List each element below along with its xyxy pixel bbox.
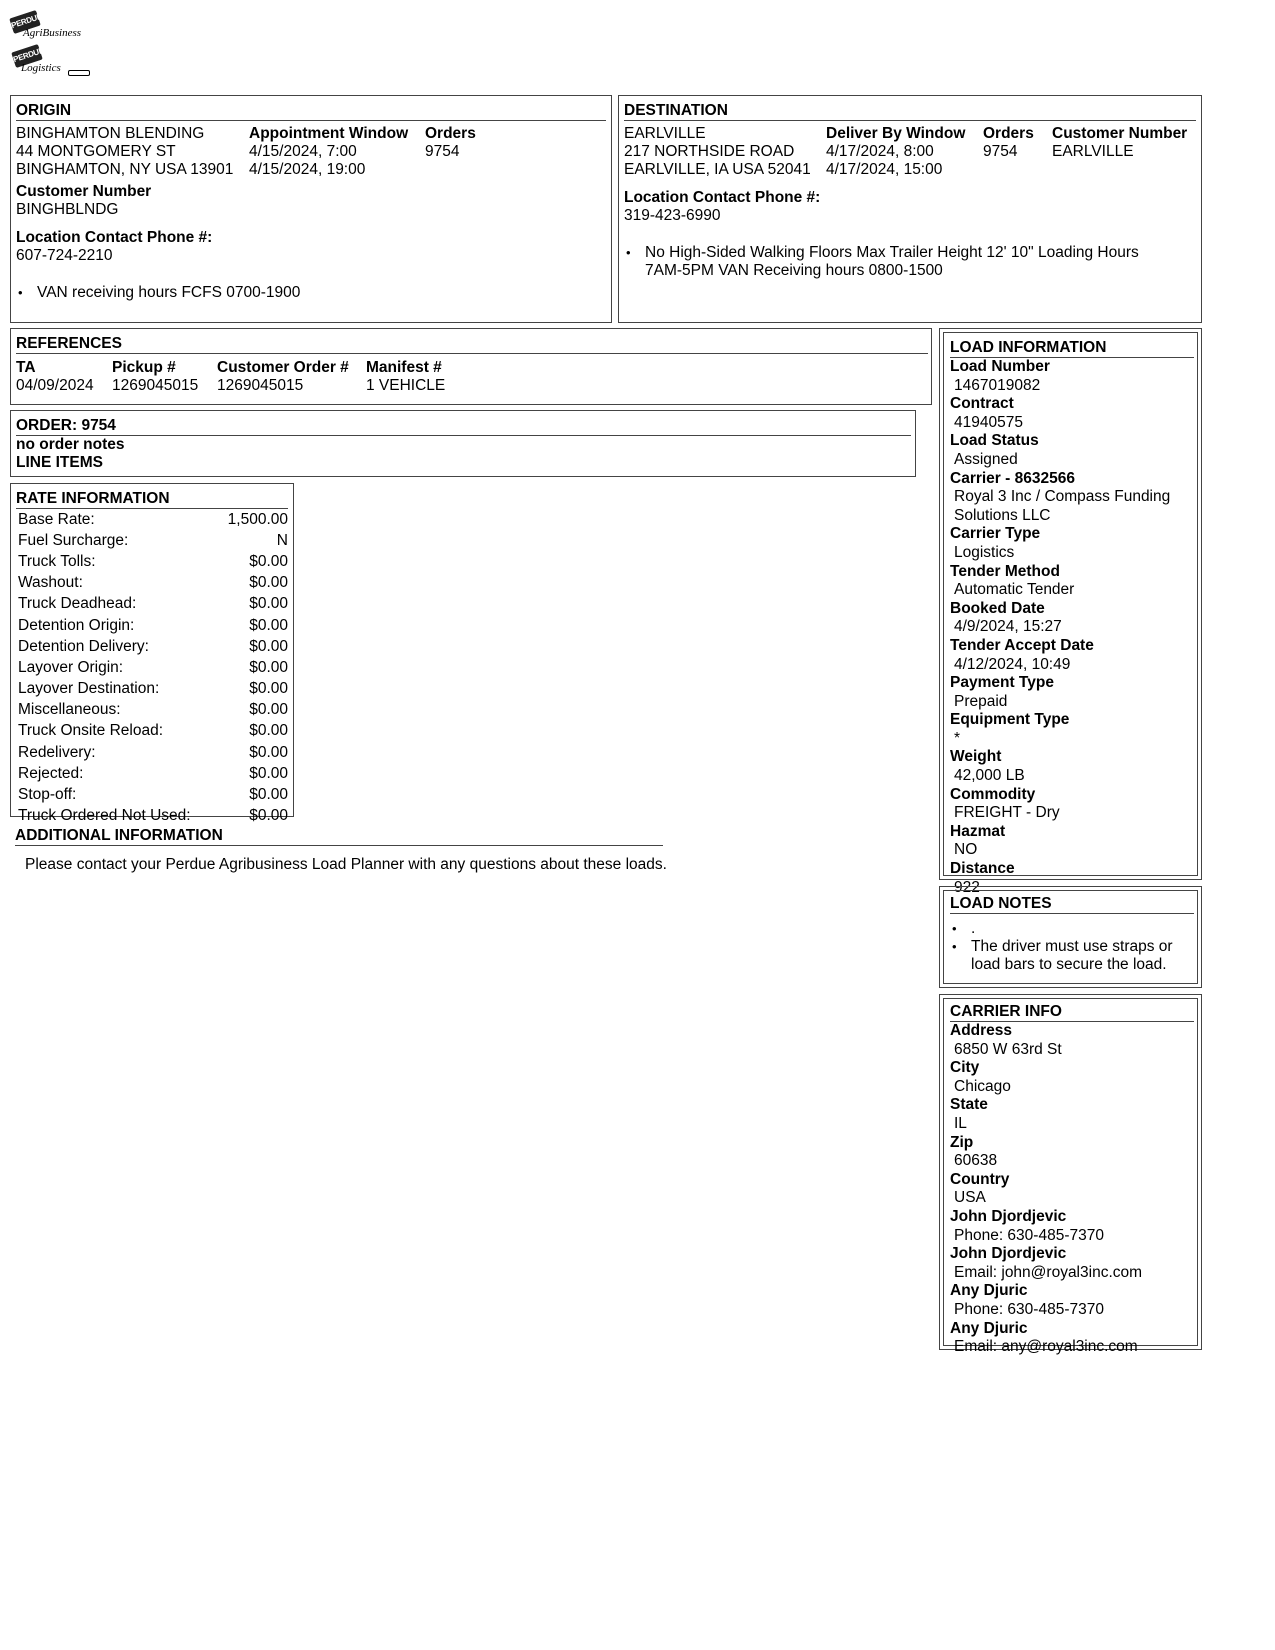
load-info-value: NO: [954, 841, 978, 859]
destination-address-line: EARLVILLE, IA USA 52041: [624, 161, 811, 178]
order-title: ORDER: 9754: [16, 417, 911, 436]
rate-label: Miscellaneous:: [18, 701, 121, 719]
load-info-label: Payment Type: [950, 674, 1054, 692]
carrier-info-label: Any Djuric: [950, 1319, 1028, 1337]
additional-information-section: [15, 827, 667, 874]
carrier-info-label: State: [950, 1096, 988, 1114]
reference-label: Manifest #: [366, 359, 442, 376]
logo-underline: [68, 70, 90, 76]
load-info-label: Carrier - 8632566: [950, 469, 1075, 487]
load-info-label: Load Number: [950, 358, 1050, 375]
order-notes: no order notes: [16, 436, 125, 453]
origin-phone: [16, 229, 212, 265]
reference-manifest: [366, 359, 445, 395]
rate-row: [18, 636, 288, 657]
reference-value: 1 VEHICLE: [366, 377, 446, 394]
load-info-value: Automatic Tender: [954, 581, 1075, 599]
rate-value: 1,500.00: [227, 510, 288, 528]
logo-logistics: Logistics: [21, 62, 61, 74]
load-info-label: Tender Accept Date: [950, 636, 1094, 654]
origin-customer-number-label: Customer Number: [16, 183, 152, 200]
rate-label: Layover Origin:: [18, 658, 124, 676]
carrier-info-value: Phone: 630-485-7370: [954, 1226, 1104, 1244]
rate-row: [18, 806, 288, 827]
load-info-label: Booked Date: [950, 599, 1045, 617]
load-info-value: 41940575: [954, 413, 1023, 431]
reference-label: Pickup #: [112, 359, 176, 376]
destination-note-item: • No High-Sided Walking Floors Max Trailer Height 12' 10" Loading Hours 7AM-5PM VAN Receiving hours 0800-1500: [624, 244, 1169, 280]
destination-orders-label: Orders: [983, 125, 1034, 142]
rate-row: [18, 679, 288, 700]
reference-label: TA: [16, 359, 36, 376]
references-title: REFERENCES: [16, 335, 928, 354]
references-section: [10, 328, 932, 405]
logo-badge-bottom: PERDUE: [11, 44, 43, 68]
destination-notes: [624, 244, 1169, 280]
origin-orders-value: 9754: [425, 143, 460, 160]
origin-appt-end: 4/15/2024, 19:00: [249, 161, 366, 178]
rate-label: Redelivery:: [18, 743, 96, 761]
load-info-label: Distance: [950, 860, 1015, 878]
additional-information-title: ADDITIONAL INFORMATION: [15, 827, 663, 846]
origin-appt-start: 4/15/2024, 7:00: [249, 143, 357, 160]
origin-title: ORIGIN: [16, 102, 606, 121]
load-info-label: Equipment Type: [950, 711, 1070, 729]
rate-table: [18, 509, 288, 827]
rate-label: Layover Destination:: [18, 680, 160, 698]
rate-row: [18, 700, 288, 721]
origin-appt-label: Appointment Window: [249, 125, 409, 142]
rate-label: Truck Onsite Reload:: [18, 722, 164, 740]
rate-value: $0.00: [249, 786, 288, 804]
rate-label: Rejected:: [18, 764, 84, 782]
rate-value: $0.00: [249, 637, 288, 655]
load-information-fields: [950, 358, 1194, 897]
load-notes-title: LOAD NOTES: [950, 895, 1194, 914]
rate-label: Washout:: [18, 574, 83, 592]
rate-row: [18, 573, 288, 594]
load-info-label: Hazmat: [950, 822, 1006, 840]
rate-value: N: [276, 531, 288, 549]
rate-value: $0.00: [249, 743, 288, 761]
rate-value: $0.00: [249, 807, 288, 825]
destination-phone-label: Location Contact Phone #:: [624, 189, 821, 206]
load-note-item: • .: [950, 920, 1194, 938]
destination-address-line: EARLVILLE: [624, 125, 706, 142]
carrier-info-title: CARRIER INFO: [950, 1003, 1194, 1022]
origin-customer-number: [16, 183, 151, 219]
rate-row: [18, 551, 288, 572]
origin-phone-label: Location Contact Phone #:: [16, 229, 213, 246]
order-section: [10, 410, 916, 477]
order-line-items: LINE ITEMS: [16, 454, 103, 471]
reference-value: 04/09/2024: [16, 377, 94, 394]
rate-value: $0.00: [249, 764, 288, 782]
rate-label: Base Rate:: [18, 510, 95, 528]
carrier-info-label: Zip: [950, 1133, 974, 1151]
carrier-info-label: Address: [950, 1022, 1013, 1039]
rate-row: [18, 657, 288, 678]
carrier-info-label: John Djordjevic: [950, 1207, 1067, 1225]
destination-phone-value: 319-423-6990: [624, 207, 721, 224]
company-logo: [8, 8, 98, 80]
logo-agribusiness: AgriBusiness: [23, 27, 82, 39]
rate-value: $0.00: [249, 680, 288, 698]
rate-label: Stop-off:: [18, 786, 77, 804]
rate-value: $0.00: [249, 701, 288, 719]
rate-row: [18, 763, 288, 784]
carrier-info-label: Any Djuric: [950, 1282, 1028, 1300]
carrier-info-value: 6850 W 63rd St: [954, 1040, 1062, 1058]
rate-row: [18, 615, 288, 636]
origin-address-line: BINGHAMTON BLENDING: [16, 125, 205, 142]
reference-label: Customer Order #: [217, 359, 349, 376]
reference-customer-order: [217, 359, 349, 395]
rate-row: [18, 594, 288, 615]
load-info-label: Carrier Type: [950, 525, 1041, 543]
destination-customer-number: [1052, 125, 1187, 161]
carrier-info-value: Email: any@royal3inc.com: [954, 1338, 1138, 1356]
rate-label: Truck Tolls:: [18, 552, 96, 570]
rate-label: Detention Delivery:: [18, 637, 149, 655]
rate-value: $0.00: [249, 574, 288, 592]
rate-row: [18, 721, 288, 742]
carrier-info-value: Email: john@royal3inc.com: [954, 1263, 1143, 1281]
load-notes-list: [950, 920, 1194, 974]
carrier-info-label: John Djordjevic: [950, 1245, 1067, 1263]
destination-customer-number-value: EARLVILLE: [1052, 143, 1134, 160]
origin-customer-number-value: BINGHBLNDG: [16, 201, 119, 218]
origin-address-line: 44 MONTGOMERY ST: [16, 143, 176, 160]
destination-orders: [983, 125, 1034, 161]
rate-row: [18, 742, 288, 763]
load-info-value: FREIGHT - Dry: [954, 804, 1060, 822]
destination-window-start: 4/17/2024, 8:00: [826, 143, 934, 160]
destination-title: DESTINATION: [624, 102, 1196, 121]
load-info-value: Logistics: [954, 543, 1015, 561]
origin-note-item: • VAN receiving hours FCFS 0700-1900: [16, 284, 596, 302]
destination-address: [624, 125, 811, 179]
rate-label: Detention Origin:: [18, 616, 135, 634]
load-info-value: 1467019082: [954, 376, 1041, 394]
load-information-title: LOAD INFORMATION: [950, 339, 1194, 358]
rate-row: [18, 530, 288, 551]
carrier-info-label: City: [950, 1059, 980, 1077]
rate-label: Truck Deadhead:: [18, 595, 137, 613]
destination-window-label: Deliver By Window: [826, 125, 966, 142]
logo-badge-top: PERDUE: [9, 10, 41, 34]
load-info-value: Prepaid: [954, 692, 1008, 710]
origin-orders: [425, 125, 476, 161]
rate-value: $0.00: [249, 552, 288, 570]
carrier-info-value: Phone: 630-485-7370: [954, 1300, 1104, 1318]
load-information-section: [939, 328, 1202, 896]
reference-value: 1269045015: [112, 377, 199, 394]
rate-value: $0.00: [249, 595, 288, 613]
rate-value: $0.00: [249, 616, 288, 634]
carrier-info-section: [939, 994, 1202, 1356]
origin-notes: [16, 284, 596, 302]
rate-value: $0.00: [249, 722, 288, 740]
origin-section: [10, 95, 612, 323]
load-note-item: • The driver must use straps or load bars to secure the load.: [950, 938, 1194, 974]
rate-label: Fuel Surcharge:: [18, 531, 129, 549]
carrier-info-label: Country: [950, 1170, 1010, 1188]
destination-section: [618, 95, 1202, 323]
load-info-label: Commodity: [950, 785, 1036, 803]
destination-orders-value: 9754: [983, 143, 1018, 160]
load-info-value: 42,000 LB: [954, 767, 1025, 785]
destination-window: [826, 125, 965, 179]
rate-row: [18, 784, 288, 805]
carrier-info-value: 60638: [954, 1152, 998, 1170]
reference-pickup: [112, 359, 198, 395]
destination-window-end: 4/17/2024, 15:00: [826, 161, 943, 178]
origin-appointment: [249, 125, 408, 179]
load-info-value: *: [954, 729, 961, 747]
destination-customer-number-label: Customer Number: [1052, 125, 1188, 142]
carrier-info-value: Chicago: [954, 1077, 1011, 1095]
rate-label: Truck Ordered Not Used:: [18, 807, 191, 825]
carrier-info-value: IL: [954, 1114, 967, 1132]
load-info-label: Weight: [950, 748, 1002, 766]
reference-ta: [16, 359, 94, 395]
destination-phone: [624, 189, 820, 225]
origin-orders-label: Orders: [425, 125, 476, 142]
load-info-label: Contract: [950, 395, 1014, 413]
rate-row: [18, 509, 288, 530]
load-info-value: 4/9/2024, 15:27: [954, 618, 1062, 636]
rate-information-section: [10, 483, 294, 825]
load-info-label: Tender Method: [950, 562, 1060, 580]
reference-value: 1269045015: [217, 377, 304, 394]
origin-address-line: BINGHAMTON, NY USA 13901: [16, 161, 234, 178]
load-info-value: Assigned: [954, 450, 1018, 468]
rate-information-title: RATE INFORMATION: [16, 490, 288, 509]
load-info-label: Load Status: [950, 432, 1039, 450]
load-info-value: 4/12/2024, 10:49: [954, 655, 1071, 673]
load-info-value: 922: [954, 878, 980, 896]
carrier-info-fields: [950, 1022, 1194, 1357]
origin-address: [16, 125, 233, 179]
rate-value: $0.00: [249, 658, 288, 676]
destination-address-line: 217 NORTHSIDE ROAD: [624, 143, 795, 160]
carrier-info-value: USA: [954, 1189, 986, 1207]
load-notes-section: [939, 886, 1202, 988]
origin-phone-value: 607-724-2210: [16, 247, 113, 264]
load-info-value: Royal 3 Inc / Compass Funding Solutions LLC: [954, 488, 1171, 524]
additional-information-text: Please contact your Perdue Agribusiness Load Planner with any questions about these loads.: [25, 856, 667, 873]
